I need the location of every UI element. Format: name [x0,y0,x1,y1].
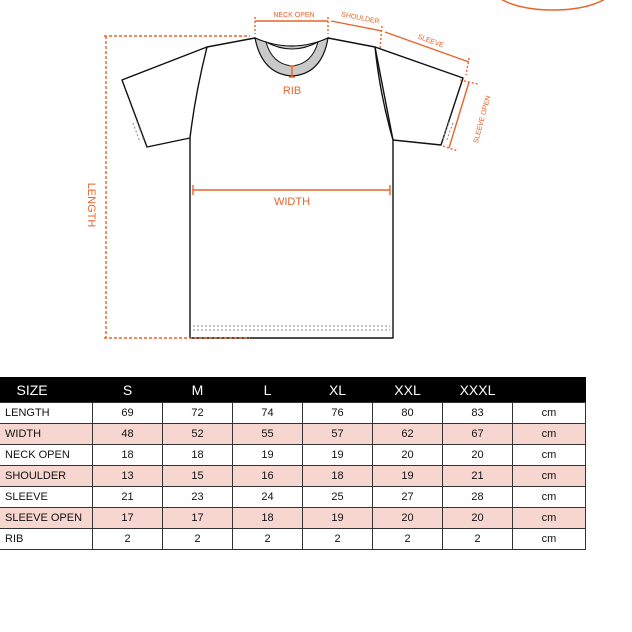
cell: 24 [233,487,303,508]
header-l: L [233,377,303,403]
cell: 20 [373,445,443,466]
cell: 19 [373,466,443,487]
row-length [0,403,586,424]
cell: 15 [163,466,233,487]
cell: 20 [373,508,443,529]
cell: 76 [303,403,373,424]
row-label: SHOULDER [0,466,93,487]
header-xxxl: XXXL [443,377,513,403]
sleeve-open-tick-bottom [443,146,458,151]
unit-cell: cm [513,529,586,550]
row-sleeve-open [0,508,586,529]
table-header-row [0,377,586,403]
cell: 13 [93,466,163,487]
row-label: SLEEVE [0,487,93,508]
header-xl: XL [303,377,373,403]
row-label: RIB [0,529,93,550]
cell: 18 [93,445,163,466]
shirt-body [190,38,393,338]
cell: 48 [93,424,163,445]
cell: 80 [373,403,443,424]
header-m: M [163,377,233,403]
cell: 16 [233,466,303,487]
row-width [0,424,586,445]
cell: 2 [93,529,163,550]
row-shoulder [0,466,586,487]
row-label: NECK OPEN [0,445,93,466]
cell: 2 [443,529,513,550]
sleeve-open-label: SLEEVE OPEN [472,95,493,145]
cell: 19 [233,445,303,466]
row-neck-open [0,445,586,466]
cell: 18 [303,466,373,487]
cell: 74 [233,403,303,424]
cell: 17 [163,508,233,529]
header-size: SIZE [0,377,93,403]
row-label: WIDTH [0,424,93,445]
cell: 2 [163,529,233,550]
cell: 72 [163,403,233,424]
size-chart-table [0,377,586,550]
corner-oval [493,0,613,10]
cell: 19 [303,508,373,529]
neck-open-label: NECK OPEN [273,12,315,19]
width-label: WIDTH [273,196,311,208]
cell: 21 [443,466,513,487]
unit-cell: cm [513,424,586,445]
cell: 83 [443,403,513,424]
shoulder-label: SHOULDER [340,11,381,26]
unit-cell: cm [513,403,586,424]
header-xxl: XXL [373,377,443,403]
unit-cell: cm [513,508,586,529]
shoulder-tick-right [380,26,382,48]
cell: 19 [303,445,373,466]
cell: 28 [443,487,513,508]
cell: 67 [443,424,513,445]
length-label: LENGTH [85,182,97,228]
rib-label: RIB [282,85,302,97]
cell: 62 [373,424,443,445]
cell: 21 [93,487,163,508]
cell: 20 [443,508,513,529]
header-unit [513,377,586,403]
cell: 20 [443,445,513,466]
cell: 55 [233,424,303,445]
cell: 17 [93,508,163,529]
cell: 57 [303,424,373,445]
unit-cell: cm [513,487,586,508]
cell: 18 [233,508,303,529]
row-sleeve [0,487,586,508]
cell: 2 [233,529,303,550]
unit-cell: cm [513,466,586,487]
header-s: S [93,377,163,403]
cell: 52 [163,424,233,445]
cell: 25 [303,487,373,508]
unit-cell: cm [513,445,586,466]
row-label: LENGTH [0,403,93,424]
cell: 18 [163,445,233,466]
sleeve-label: SLEEVE [416,33,445,50]
cell: 27 [373,487,443,508]
cell: 23 [163,487,233,508]
row-rib [0,529,586,550]
cell: 69 [93,403,163,424]
cell: 2 [373,529,443,550]
cell: 2 [303,529,373,550]
row-label: SLEEVE OPEN [0,508,93,529]
